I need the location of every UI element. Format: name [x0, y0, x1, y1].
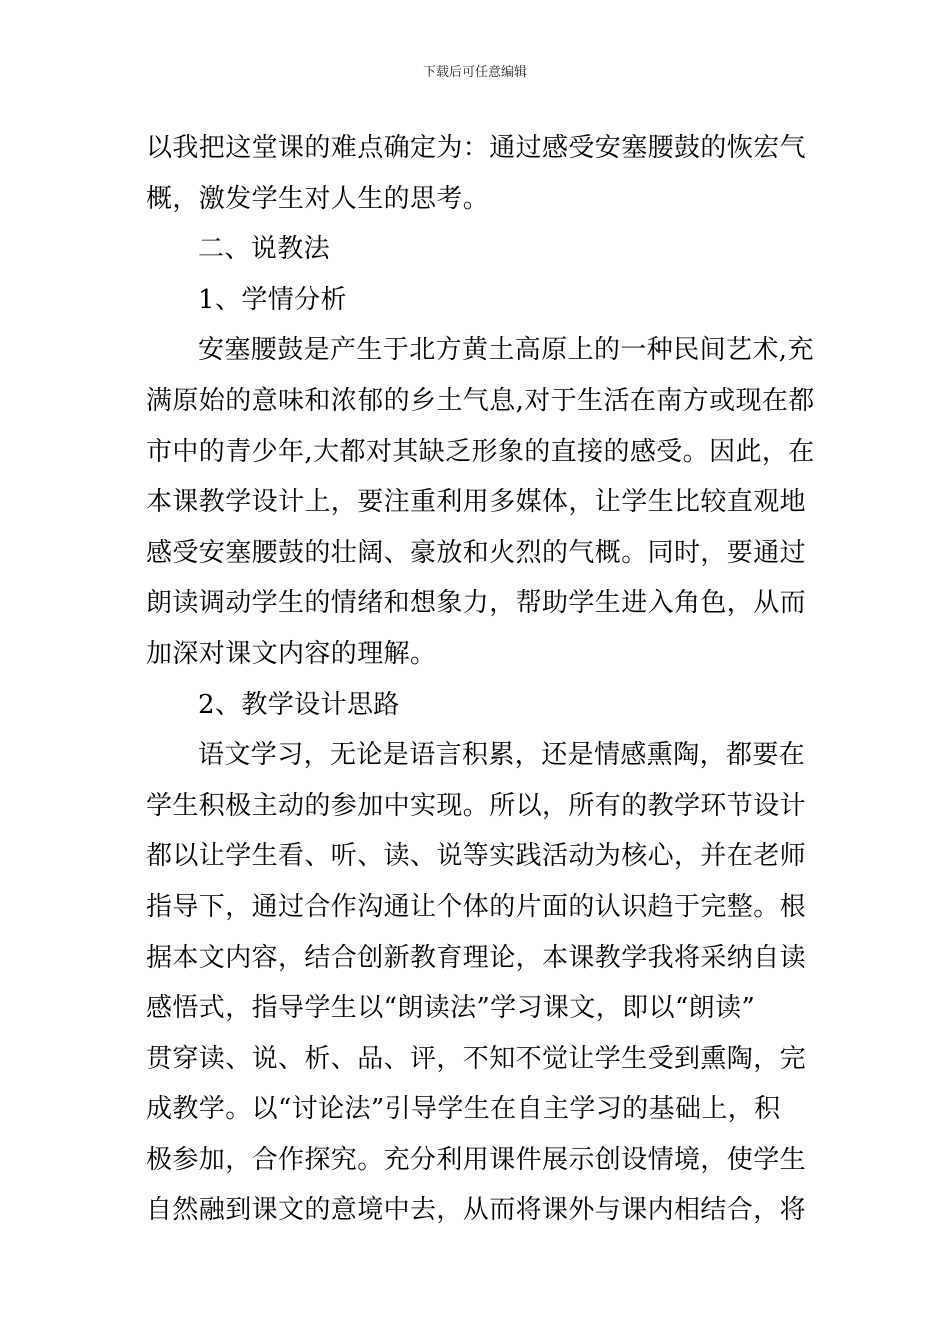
- subheading-learner-analysis: 1、学情分析: [198, 284, 347, 315]
- page-header: 下载后可任意编辑: [422, 65, 527, 80]
- text-line-18: 感悟式，指导学生以“朗读法”学习课文，即以“朗读”: [146, 993, 756, 1024]
- text-line-21: 极参加，合作探究。充分利用课件展示创设情境，使学生: [146, 1144, 807, 1175]
- text-line-16: 指导下，通过合作沟通让个体的片面的认识趋于完整。根: [146, 891, 807, 922]
- text-line-8: 本课教学设计上，要注重利用多媒体，让学生比较直观地: [146, 487, 807, 518]
- text-line-20: 成教学。以“讨论法”引导学生在自主学习的基础上，积: [146, 1094, 781, 1125]
- text-line-22: 自然融到课文的意境中去，从而将课外与课内相结合，将: [146, 1195, 807, 1226]
- text-line-6: 满原始的意味和浓郁的乡土气息,对于生活在南方或现在都: [146, 385, 815, 416]
- text-line-2: 概，激发学生对人生的思考。: [146, 183, 490, 214]
- text-line-15: 都以让学生看、听、读、说等实践活动为核心，并在老师: [146, 841, 807, 872]
- text-line-17: 据本文内容，结合创新教育理论，本课教学我将采纳自读: [146, 942, 807, 973]
- text-line-19: 贯穿读、说、析、品、评，不知不觉让学生受到熏陶，完: [146, 1043, 807, 1074]
- subheading-design-approach: 2、教学设计思路: [198, 689, 400, 720]
- text-line-11: 加深对课文内容的理解。: [146, 638, 437, 669]
- text-line-9: 感受安塞腰鼓的壮阔、豪放和火烈的气概。同时，要通过: [146, 537, 807, 568]
- text-line-13: 语文学习，无论是语言积累，还是情感熏陶，都要在: [198, 740, 806, 771]
- document-body: [146, 123, 815, 1236]
- text-line-1: 以我把这堂课的难点确定为：通过感受安塞腰鼓的恢宏气: [146, 133, 807, 163]
- text-line-14: 学生积极主动的参加中实现。所以，所有的教学环节设计: [146, 790, 807, 821]
- section-heading-teaching-method: 二、说教法: [198, 234, 331, 265]
- text-line-10: 朗读调动学生的情绪和想象力，帮助学生进入角色，从而: [146, 588, 807, 619]
- text-line-5: 安塞腰鼓是产生于北方黄土高原上的一种民间艺术,充: [198, 335, 814, 366]
- text-line-7: 市中的青少年,大都对其缺乏形象的直接的感受。因此，在: [146, 436, 815, 467]
